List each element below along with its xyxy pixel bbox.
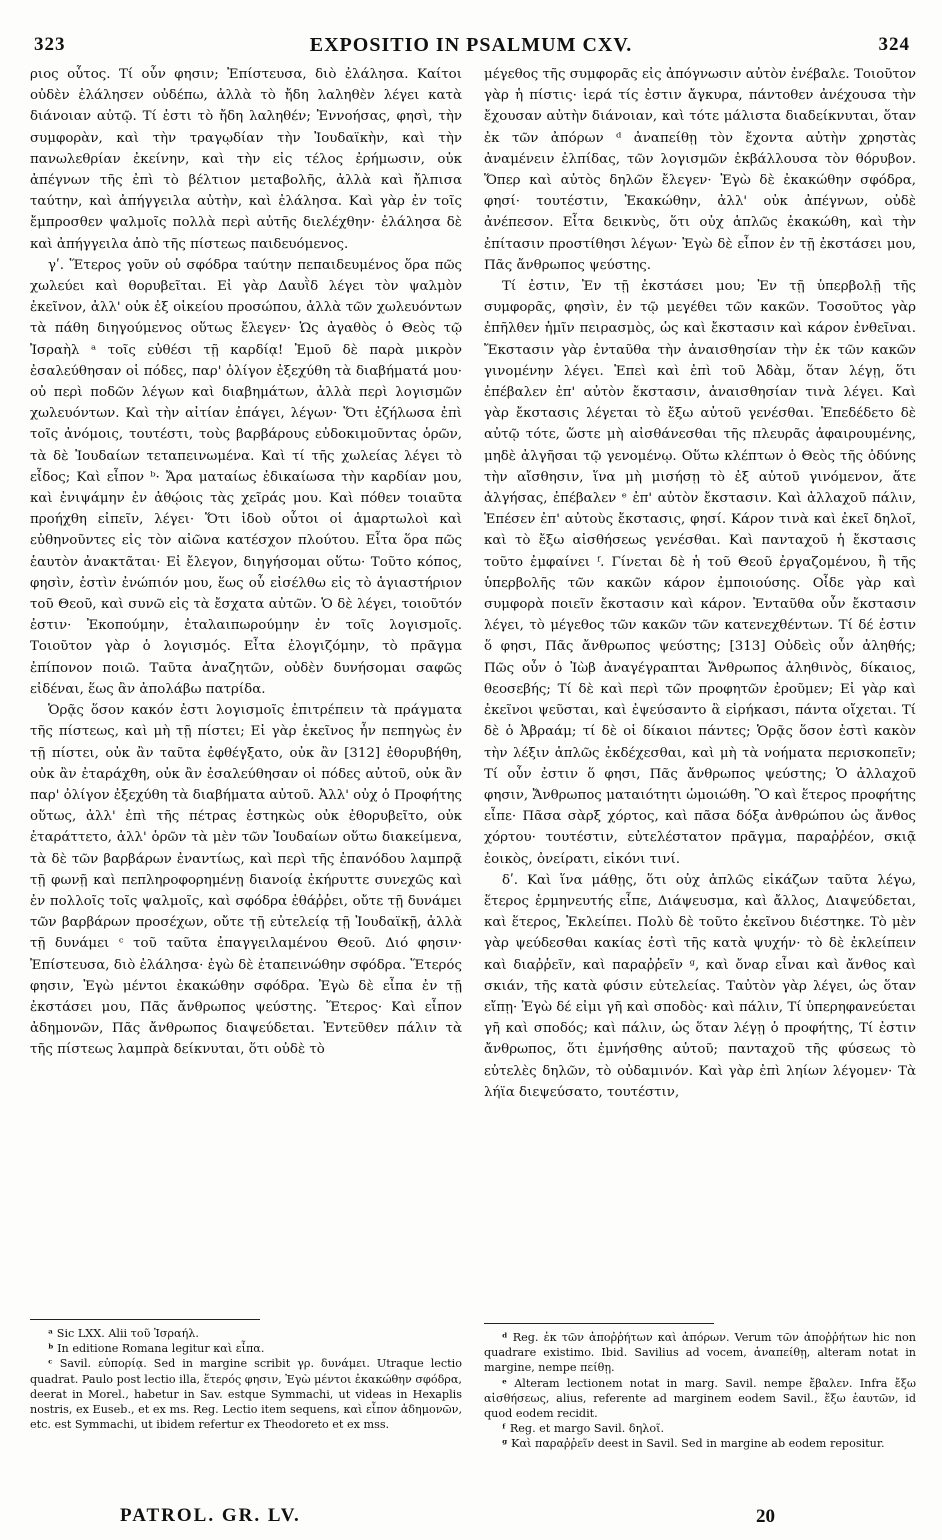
footnote — [484, 1421, 916, 1436]
left-column — [30, 64, 462, 1061]
paragraph: μέγεθος τῆς συμφορᾶς εἰς ἀπόγνωσιν αὐτὸν ἐνέβαλε. Τοιοῦτον γὰρ ἡ πίστις· ἱερά τίς ἐστιν ἄγκυρα, πάντοθεν ἀνέχουσα τὴν ἔχουσαν αὐτὴν διάνοιαν, καὶ τότε μάλιστα διαδείκνυται, ὅταν ἐκ τῶν ἀπόρων ᵈ ἀναπείθῃ τὸν ἔχοντα αὐτὴν χρηστὰς ἀναμένειν ἐλπίδας, τῶν λογισμῶν ἐκβάλλουσα τὸν θόρυβον. Ὅπερ καὶ αὐτὸς δηλῶν ἔλεγεν· Ἐγὼ δὲ ἐκακώθην σφόδρα, φησί· τουτέστιν, Ἐκακώθην, ἀλλ' οὐκ ἀπέγνων, οὐδὲ ἀνέπεσον. Εἶτα δεικνὺς, ὅτι οὐχ ἁπλῶς ἐκακώθη, καὶ τὴν ἐπίτασιν προστίθησι λέγων· Ἐγὼ δὲ εἶπον ἐν τῇ ἐκστάσει μου, Πᾶς ἄνθρωπος ψεύστης. — [484, 67, 916, 273]
footnote-divider-left — [30, 1319, 260, 1320]
right-column — [484, 64, 916, 1103]
page-number-right: 324 — [878, 34, 910, 55]
footnote-mark: ᶜ — [48, 1356, 53, 1371]
footnote-mark: ᵃ — [48, 1326, 54, 1340]
paragraph: ριος οὗτος. Τί οὖν φησιν; Ἐπίστευσα, διὸ ἐλάλησα. Καίτοι οὐδὲν ἐλάλησεν οὐδέπω, ἀλλὰ τὸ ἤδη λαληθὲν λέγει κατὰ διάνοιαν αὐτῷ. Τί ἐστι τὸ ἤδη λαληθέν; Ἐννοήσας, φησὶ, τὴν συμφορὰν, καὶ τὴν τραγῳδίαν τὴν Ἰουδαϊκὴν, καὶ τὴν πανωλεθρίαν ἐκείνην, καὶ τὴν εἰς τέλος ἐρήμωσιν, οὐκ ἀπέγνων τῆς ἐπὶ τὸ βέλτιον μεταβολῆς, ἀλλὰ καὶ ἤλπισα ταύτην, καὶ ἀπήγγειλα αὐτὴν, καὶ ἐλάλησα. Καὶ γὰρ ἐν τοῖς ἔμπροσθεν ψαλμοῖς πολλὰ περὶ αὐτῆς διελέχθην· ἐλάλησα δὲ καὶ ἀπήγγειλα ἀπὸ τῆς πίστεως παιδευόμενος. — [30, 67, 462, 252]
footnote-text: Reg. ἐκ τῶν ἀποῤῥήτων καὶ ἀπόρων. Verum τῶν ἀποῤῥήτων hic non quadrare existimo. Ibid. Savilius ad vocem, ἀναπείθῃ, alteram notat in margine, nempe πείθῃ. — [484, 1331, 916, 1375]
footnote-text: In editione Romana legitur καὶ εἶπα. — [57, 1342, 265, 1356]
footnote-text: Reg. et margo Savil. δηλοῖ. — [509, 1422, 665, 1436]
footnote-text: Καὶ παραῤῥεῖν deest in Savil. Sed in margine ab eodem repositur. — [511, 1437, 885, 1451]
paragraph: δʹ. Καὶ ἵνα μάθῃς, ὅτι οὐχ ἁπλῶς εἰκάζων ταῦτα λέγω, ἕτερος ἑρμηνευτής εἶπε, Διάψευσμα, καὶ ἄλλος, Διαψεύδεται, καὶ ἕτερος, Ἐκλείπει. Πολὺ δὲ τοῦτο ἐκεῖνου διέστηκε. Τὸ μὲν γὰρ ψεύδεσθαι κακίας ἐστὶ τῆς κατὰ ψυχήν· τὸ δὲ ἐκλείπειν καὶ διαῤῥεῖν, καὶ παραῤῥεῖν ᵍ, καὶ ὄναρ εἶναι καὶ ἄνθος καὶ σκιάν, τῆς κατὰ φύσιν εὐτελείας. Ταὐτὸν γὰρ λέγει, ὡς ὅταν εἴπῃ· Ἐγὼ δέ εἰμι γῆ καὶ σποδὸς· καὶ πάλιν, Τί ὑπερηφανεύεται γῆ καὶ σποδός; καὶ πάλιν, ὡς ὅταν λέγῃ ὁ προφήτης, Τί ἐστιν ἄνθρωπος, ὅτι ἐμνήσθης αὐτοῦ; πανταχοῦ τῆς φύσεως τὸ εὐτελὲς δηλῶν, τὸ οὐδαμινόν. Καὶ γὰρ ἐπὶ ληίων λέγομεν· Τὰ λήϊα διεψεύσατο, τουτέστιν, — [484, 872, 916, 1100]
paragraph: Ὁρᾷς ὅσον κακόν ἐστι λογισμοῖς ἐπιτρέπειν τὰ πράγματα τῆς πίστεως, καὶ μὴ τῇ πίστει; Εἰ γὰρ ἐκεῖνος ἦν πεπηγὼς ἐν τῇ πίστει, οὐκ ἂν ταῦτα ἐφθέγξατο, οὐκ ἂν [312] ἐθορυβήθη, οὐκ ἂν ἐταράχθη, οὐκ ἂν ἐσαλεύθησαν οἱ πόδες αὐτοῦ, οὐκ ἂν παρ' ὀλίγον ἐξεχύθη τὰ διαβήματα αὐτοῦ. Ἀλλ' οὐχ ὁ Προφήτης οὕτως, ἀλλ' ἐπὶ τῆς πέτρας ἑστηκὼς οὐκ ἐθορυβεῖτο, οὐκ ἐταράττετο, ἀλλ' ὁρῶν τὰ μὲν τῶν Ἰουδαίων οὕτω διακείμενα, τὰ δὲ τῶν βαρβάρων ἐναντίως, καὶ περὶ τῆς ἐπανόδου λαμπρᾷ τῇ φωνῇ καὶ πεπληροφορημένῃ διανοίᾳ ἐκήρυττε συνεχῶς καὶ ἐν πολλοῖς τοῖς ψαλμοῖς, καὶ σφόδρα ἐθάῤῥει, οὔτε τῇ δυνάμει τῶν βαρβάρων προσέχων, οὔτε τῇ εὐτελείᾳ τῇ Ἰουδαϊκῇ, ἀλλὰ τῇ δυνάμει ᶜ τοῦ ταῦτα ἐπαγγειλαμένου Θεοῦ. Διό φησιν· Ἐπίστευσα, διὸ ἐλάλησα· ἐγὼ δὲ ἐταπεινώθην σφόδρα. Ἕτερός φησιν, Ἐγὼ μέντοι ἐκακώθην σφόδρα. Ἐγὼ δὲ εἶπα ἐν τῇ ἐκστάσει μου, Πᾶς ἄνθρωπος ψεύστης. Ἕτερος· Καὶ εἶπον ἀδημονῶν, Πᾶς ἄνθρωπος διαψεύδεται. Ἐντεῦθεν πάλιν τὰ τῆς πίστεως λαμπρὰ δείκνυται, ὅτι οὐδὲ τὸ — [30, 703, 463, 1058]
footnote — [484, 1436, 916, 1451]
footnotes-right — [484, 1330, 916, 1452]
footnote — [30, 1326, 462, 1341]
series-signature: PATROL. GR. LV. — [120, 1505, 301, 1526]
footnote-mark: ᶠ — [502, 1421, 507, 1436]
running-title: EXPOSITIO IN PSALMUM CXV. — [309, 34, 633, 56]
footnote — [484, 1376, 916, 1422]
footnote-mark: ᵉ — [502, 1375, 507, 1390]
footnote-mark: ᵍ — [502, 1436, 508, 1451]
footnote-text: Savil. εὐπορίᾳ. Sed in margine scribit γρ. δυνάμει. Utraque lectio quadrat. Paulo post lectio illa, ἕτερός φησιν, Ἐγὼ μέντοι ἐκακώθην σφόδρα, deerat in Morel., habetur in Sav. estque Symmachi, ut videas in Hexaplis nostris, ex Euseb., et ex ms. Reg. Lectio item sequens, καὶ εἶπον ἀδημονῶν, etc. est Symmachi, ut ibidem refertur ex Theodoreto et ex mss. — [30, 1357, 462, 1432]
page-number-left: 323 — [34, 34, 66, 55]
page-header — [26, 34, 916, 58]
signature-number: 20 — [756, 1506, 775, 1527]
footnote-text: Alteram lectionem notat in marg. Savil. nempe ἔβαλεν. Infra ἔξω αἰσθήσεως, alius, referente ad marginem eodem Savil., ἔξω ἑαυτῶν, id quod eodem recidit. — [484, 1376, 916, 1421]
footnote — [484, 1330, 916, 1376]
paragraph: Τί ἐστιν, Ἐν τῇ ἐκστάσει μου; Ἐν τῇ ὑπερβολῇ τῆς συμφορᾶς, φησὶν, ἐν τῷ μεγέθει τῶν κακῶν. Τοσοῦτος γὰρ ἐπῆλθεν ἡμῖν πειρασμὸς, ὡς καὶ ἔκστασιν καὶ κάρον ἐνθεῖναι. Ἔκστασιν γὰρ ἐνταῦθα τὴν ἀναισθησίαν τὴν ἐκ τῶν κακῶν γινομένην λέγει. Ἐπεὶ καὶ ἐπὶ τοῦ Ἀδὰμ, ὅταν λέγῃ, ὅτι ἐπέβαλεν ἐπ' αὐτὸν ἔκστασιν, ἀναισθησίαν τινὰ λέγει. Καὶ γὰρ ἔκστασις λέγεται τὸ ἔξω αὐτοῦ γενέσθαι. Ἐπεδέδετο δὲ αὐτῷ τότε, ὥστε μὴ αἰσθάνεσθαι τῆς πλευρᾶς ἀφαιρουμένης, μηδὲ ἀλγῆσαι τῷ γενομένῳ. Οὕτω κλέπτων ὁ Θεὸς τῆς ὀδύνης τὴν αἴσθησιν, ἵνα μὴ μισήσῃ τὸ ἐξ αὐτοῦ γινόμενον, ἅτε ἀλγήσας, ἐπέβαλεν ᵉ ἐπ' αὐτὸν ἔκστασιν. Καὶ ἀλλαχοῦ πάλιν, Ἐπέσεν ἐπ' αὐτοὺς ἔκστασις, φησί. Κάρον τινὰ καὶ ἐκεῖ δηλοῖ, καὶ τὸ ἔξω αἰσθήσεως γενέσθαι. Καὶ πανταχοῦ ἡ ἔκστασις τοῦτο ἐμφαίνει ᶠ. Γίνεται δὲ ἡ τοῦ Θεοῦ ἐργαζομένου, ἢ τῆς ὑπερβολῆς τῶν κακῶν κάρον ἐμποιούσης. Οἶδε γὰρ καὶ συμφορὰ ποιεῖν ἔκστασιν καὶ κάρον. Ἐνταῦθα οὖν ἔκστασιν λέγει, τὸ μέγεθος τῶν κακῶν τῶν κατενεχθέντων. Τί δέ ἐστιν ὅ φησι, Πᾶς ἄνθρωπος ψεύστης; [313] Οὐδεὶς οὖν ἀληθής; Πῶς οὖν ὁ Ἰὼβ ἀναγέγραπται Ἄνθρωπος ἀληθινὸς, δίκαιος, θεοσεβής; Τί δὲ καὶ περὶ τῶν προφητῶν ἐροῦμεν; Εἰ γὰρ καὶ ἐκεῖνοι ψεῦσται, καὶ ἐψεύσαντο ἃ εἰρήκασι, πάντα οἴχεται. Τί δὲ ὁ Ἀβραάμ; τί δὲ οἱ δίκαιοι πάντες; Ὁρᾷς ὅσον ἐστὶ κακὸν τὴν λέξιν ἁπλῶς ἐκδέχεσθαι, καὶ μὴ τὰ νοήματα περισκοπεῖν; Τί οὖν ἐστιν ὅ φησι, Πᾶς ἄνθρωπος ψεύστης; Ὁ ἀλλαχοῦ φησιν, Ἄνθρωπος ματαιότητι ὡμοιώθη. Ὃ καὶ ἕτερος προφήτης εἶπε· Πᾶσα σὰρξ χόρτος, καὶ πᾶσα δόξα ἀνθρώπου ὡς ἄνθος χόρτου· τουτέστιν, εὐτελέστατον πρᾶγμα, παραῤῥέον, σκιᾷ ἐοικὸς, ὀνείρατι, εἰκόνι τινί. — [484, 279, 916, 867]
paragraph: γʹ. Ἕτερος γοῦν οὐ σφόδρα ταύτην πεπαιδευμένος ὅρα πῶς χωλεύει καὶ θορυβεῖται. Εἰ γὰρ Δαυῒδ λέγει τὸν ψαλμὸν ἐκεῖνον, ἀλλ' οὐκ ἐξ οἰκείου προσώπου, ἀλλὰ τῶν χωλευόντων τὰ πάθη διηγούμενος οὕτως ἔλεγεν· Ὡς ἀγαθὸς ὁ Θεὸς τῷ Ἰσραὴλ ᵃ τοῖς εὐθέσι τῇ καρδίᾳ! Ἐμοῦ δὲ παρὰ μικρὸν ἐσαλεύθησαν οἱ πόδες, παρ' ὀλίγον ἐξεχύθη τὰ διαβήματά μου· οὐ περὶ ποδῶν λέγων καὶ διαβημάτων, ἀλλὰ περὶ λογισμῶν χωλευόντων. Καὶ τὴν αἰτίαν ἐπάγει, λέγων· Ὅτι ἐζήλωσα ἐπὶ τοῖς ἀνόμοις, τουτέστι, τοὺς βαρβάρους εὐδοκιμοῦντας ὁρῶν, τὰ δὲ Ἰουδαίων τεταπεινωμένα. Καὶ τί τῆς χωλείας λέγει τὸ εἶδος; Καὶ εἶπον ᵇ· Ἄρα ματαίως ἐδικαίωσα τὴν καρδίαν μου, καὶ ἐνιψάμην ἐν ἀθῴοις τὰς χεῖράς μου. Καὶ πόθεν τοιαῦτα προήχθη εἰπεῖν, λέγει· Ὅτι ἰδοὺ οὗτοι οἱ ἁμαρτωλοὶ καὶ εὐθηνοῦντες εἰς τὸν αἰῶνα κατέσχον πλούτου. Εἶτα ὅρα πῶς ἑαυτὸν ἀνακτᾶται· Εἰ ἔλεγον, διηγήσομαι οὕτω· Τοῦτο κόπος, φησὶν, ἐστὶν ἐνώπιόν μου, ἕως οὗ εἰσέλθω εἰς τὸ ἁγιαστήριον τοῦ Θεοῦ, καὶ συνῶ εἰς τὰ ἔσχατα αὐτῶν. Ὁ δὲ λέγει, τοιοῦτόν ἐστιν· Ἐκοπούμην, ἐταλαιπωρούμην ἐν τοῖς λογισμοῖς. Τοιοῦτον γὰρ ὁ λογισμός. Εἶτα ἐλογιζόμην, τὸ πρᾶγμα ἐπίπονον ποιῶ. Ταῦτα ἀναζητῶν, οὐδὲν δυνήσομαι σαφῶς εἰδέναι, ἕως ἂν ἀπολάβω πατρίδα. — [30, 257, 462, 697]
footnote-text: Sic LXX. Alii τοῦ Ἰσραήλ. — [56, 1327, 199, 1340]
footnote — [30, 1341, 462, 1356]
footnote — [30, 1356, 462, 1432]
footnote-mark: ᵇ — [48, 1341, 54, 1356]
footnote-divider-right — [484, 1323, 714, 1324]
footnotes-left — [30, 1326, 462, 1432]
footnote-mark: ᵈ — [502, 1330, 508, 1344]
